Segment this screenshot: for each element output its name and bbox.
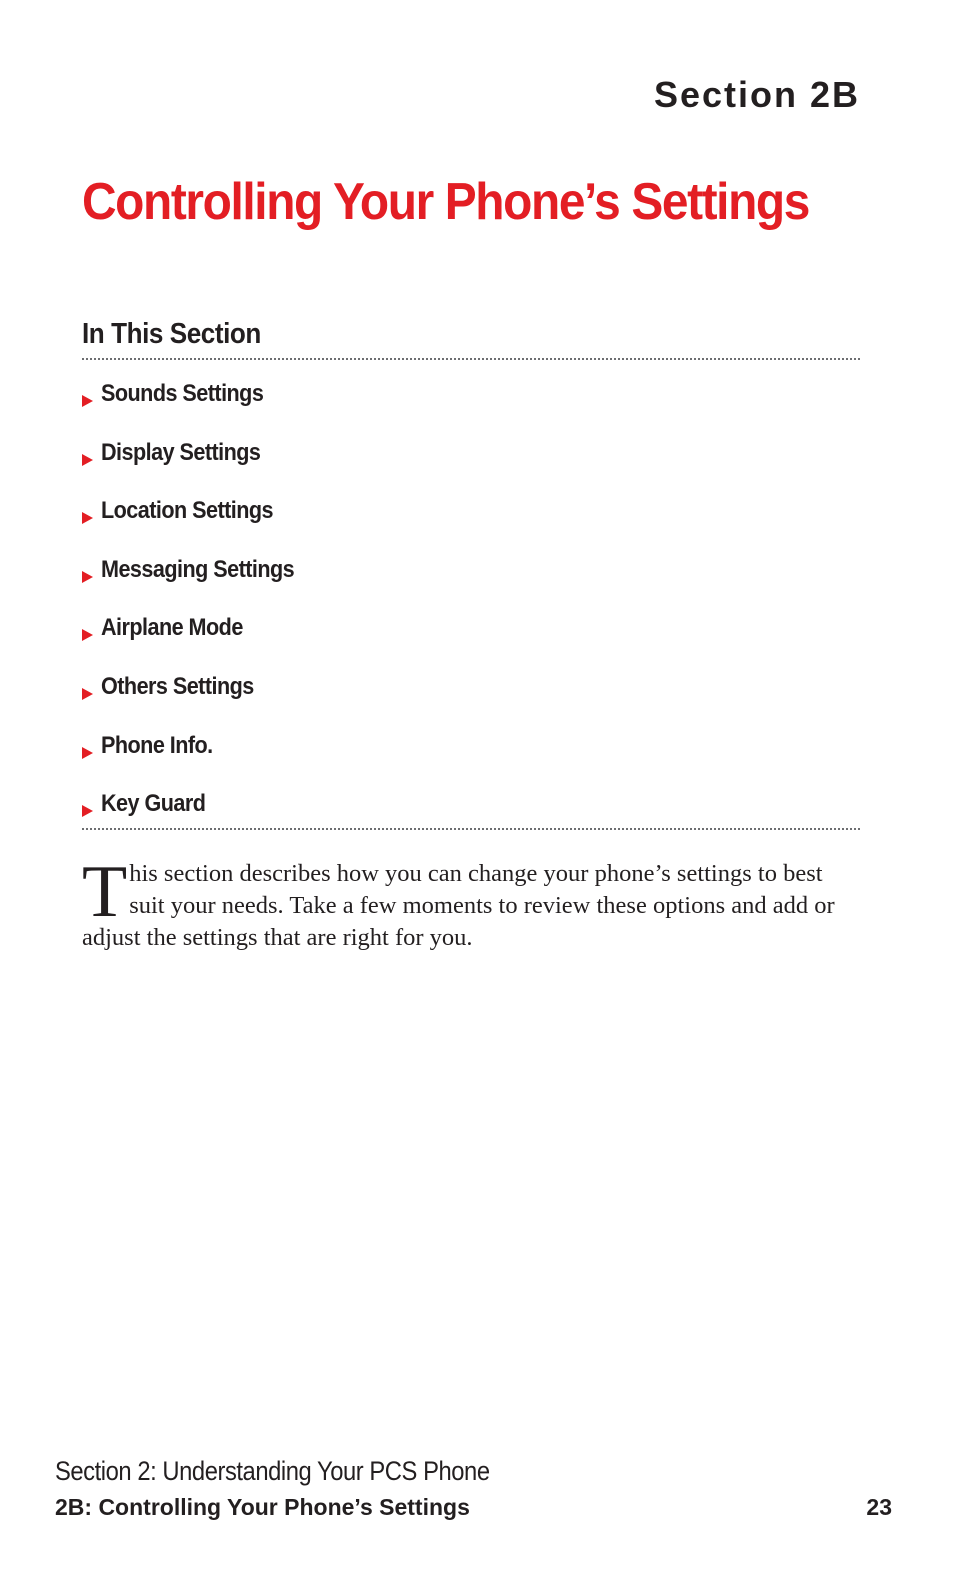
red-triangle-bullet-icon	[82, 571, 93, 583]
toc-item-display-settings[interactable]	[82, 439, 316, 498]
intro-text: his section describes how you can change your phone’s settings to best suit your needs. Take a few moments to review these options and add or adjust the settings that are right for you.	[82, 860, 835, 951]
toc-item-label: Sounds Settings	[101, 380, 264, 407]
toc-item-airplane-mode[interactable]	[82, 614, 316, 673]
toc-item-messaging-settings[interactable]	[82, 556, 316, 615]
toc-item-label: Display Settings	[101, 438, 261, 466]
red-triangle-bullet-icon	[82, 688, 93, 700]
toc-item-label: Airplane Mode	[101, 614, 243, 642]
red-triangle-bullet-icon	[82, 805, 93, 817]
toc-item-others-settings[interactable]	[82, 673, 316, 732]
toc-item-sounds-settings[interactable]	[82, 380, 316, 439]
red-triangle-bullet-icon	[82, 454, 93, 466]
intro-paragraph	[82, 851, 860, 954]
footer-chapter-title: 2B: Controlling Your Phone’s Settings	[55, 1494, 470, 1520]
toc-top-divider	[82, 358, 860, 360]
section-label: Section 2B	[653, 74, 860, 115]
page-title: Controlling Your Phone’s Settings	[82, 173, 810, 231]
toc-item-phone-info[interactable]	[82, 732, 316, 791]
toc-item-label: Others Settings	[101, 672, 254, 700]
toc-item-location-settings[interactable]	[82, 497, 316, 556]
dropcap: T	[82, 851, 128, 933]
toc-list	[82, 380, 316, 849]
red-triangle-bullet-icon	[82, 512, 93, 524]
red-triangle-bullet-icon	[82, 395, 93, 407]
toc-item-label: Phone Info.	[101, 731, 213, 759]
toc-item-label: Location Settings	[101, 497, 274, 525]
toc-item-label: Key Guard	[101, 790, 206, 818]
toc-bottom-divider	[82, 828, 860, 830]
page-number: 23	[866, 1494, 892, 1520]
toc-item-label: Messaging Settings	[101, 555, 295, 583]
red-triangle-bullet-icon	[82, 747, 93, 759]
toc-item-key-guard[interactable]	[82, 790, 316, 849]
footer-section-title: Section 2: Understanding Your PCS Phone	[55, 1456, 490, 1486]
toc-heading: In This Section	[82, 318, 261, 350]
red-triangle-bullet-icon	[82, 629, 93, 641]
